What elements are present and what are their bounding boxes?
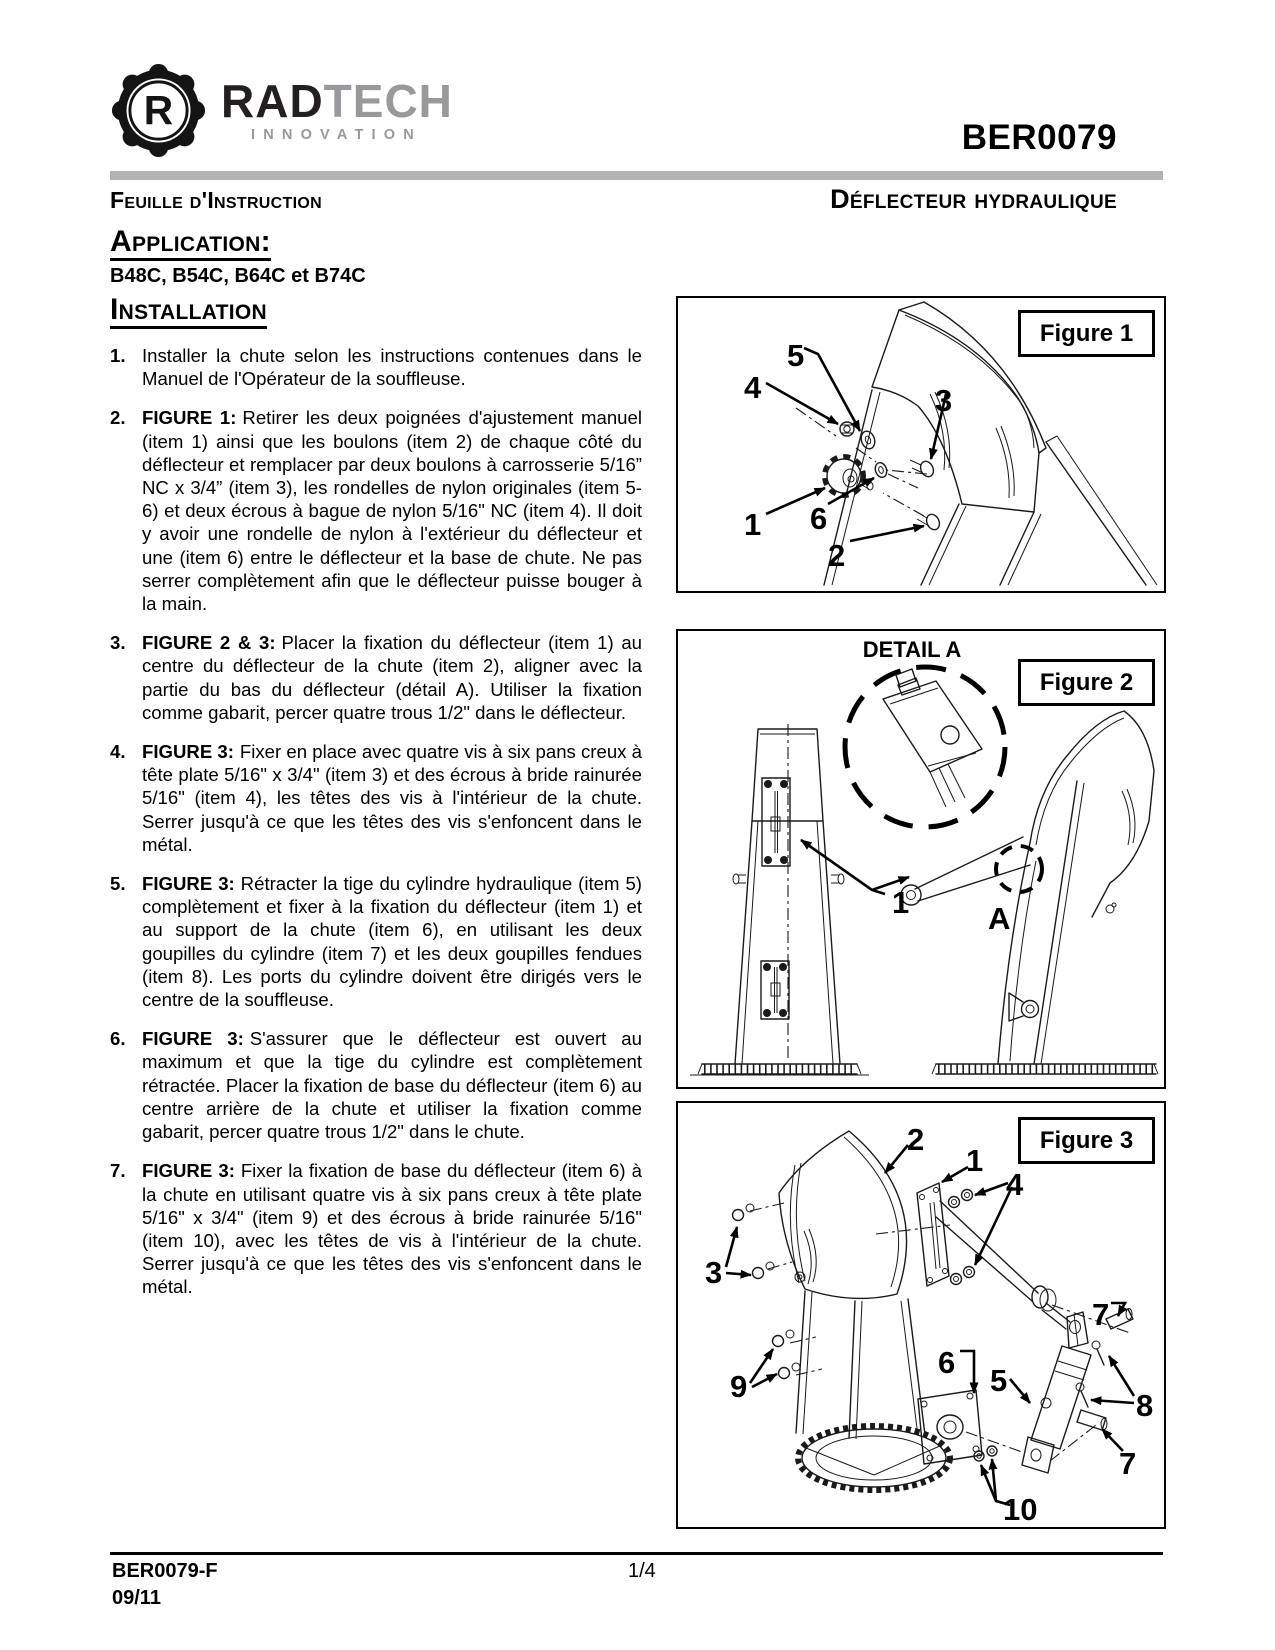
step-text <box>142 1027 642 1143</box>
step-body: Fixer la fixation de base du déflecteur (item 6) à la chute en utilisant quatre vis à six pans creux à tête plate 5/16" x 3/4" (item 9) et des écrous à bride rainurée 5/16" (item 10), avec les têtes de vis à l'intérieur de la chute. Serrer jusqu'à ce que les têtes des vis s'enfoncent dans le métal. <box>142 1160 642 1298</box>
deflector-assembly-exploded-view <box>733 1131 1137 1490</box>
callout-number: 10 <box>1003 1492 1038 1522</box>
figure-2-box <box>676 629 1166 1089</box>
product-title: Déflecteur hydraulique <box>830 184 1117 214</box>
step-text <box>142 406 642 615</box>
step-number: 1. <box>110 345 126 366</box>
logo-wordmark <box>221 75 453 143</box>
application-section <box>110 226 366 288</box>
step-number: 2. <box>110 407 126 429</box>
sheet-title: Feuille d'Instruction <box>110 187 322 213</box>
callout-number: 3 <box>705 1255 723 1290</box>
installation-steps <box>110 344 642 1315</box>
step-body: Rétracter la tige du cylindre hydraulique (item 5) complètement et fixer à la fixation du déflecteur (item 1) et au support de la chute (item 6), en utilisant les deux goupilles du cylindre (item 7) et les deux goupilles fendues (item 8). Les ports du cylindre doivent être dirigés vers le centre de la souffleuse. <box>142 873 642 1011</box>
callout-number: 1 <box>744 507 762 542</box>
step-text <box>142 344 642 390</box>
install-step-4 <box>110 740 642 856</box>
install-step-6 <box>110 1027 642 1143</box>
figure-1-box <box>676 296 1166 593</box>
install-step-1 <box>110 344 642 390</box>
step-number: 4. <box>110 741 126 763</box>
step-body: Fixer en place avec quatre vis à six pans creux à tête plate 5/16" x 3/4" (item 3) et des écrous à bride rainurée 5/16" (item 4), les têtes des vis à l'intérieur de la chute. Serrer jusqu'à ce que les têtes des vis s'enfoncent dans le métal. <box>142 741 642 855</box>
step-lead: FIGURE 3: <box>142 1028 244 1050</box>
callout-number: 2 <box>907 1122 925 1157</box>
step-number: 7. <box>110 1160 126 1182</box>
step-lead: FIGURE 1: <box>142 407 237 429</box>
chute-side-view <box>901 711 1158 1074</box>
step-text <box>142 631 642 724</box>
callout-number: 1 <box>966 1143 984 1178</box>
footer-page-number: 1/4 <box>628 1560 656 1582</box>
detail-a-content <box>883 669 982 807</box>
figure-3-leaders <box>726 1145 1137 1505</box>
install-step-2 <box>110 406 642 615</box>
step-body: Placer la fixation du déflecteur (item 1) au centre du déflecteur de la chute (item 2), aligner avec la partie du bas du déflecteur (détail A). Utiliser la fixation comme gabarit, percer quatre trous 1/2" dans le déflecteur. <box>142 632 642 723</box>
callout-number: 4 <box>1006 1167 1024 1202</box>
step-number: 5. <box>110 873 126 895</box>
chute-front-view <box>690 724 869 1075</box>
figure-3-box <box>676 1101 1166 1529</box>
subtitle-row <box>110 184 1117 215</box>
footer-revision-date: 09/11 <box>112 1587 161 1609</box>
footer-doc-code: BER0079-F <box>112 1560 218 1582</box>
install-step-3 <box>110 631 642 724</box>
step-number: 6. <box>110 1028 126 1050</box>
header-divider-bar <box>110 171 1163 180</box>
step-lead: FIGURE 2 & 3: <box>142 632 276 654</box>
callout-number: 2 <box>828 538 846 573</box>
callout-number: 4 <box>744 370 762 405</box>
step-body: Retirer les deux poignées d'ajustement manuel (item 1) ainsi que les boulons (item 2) de chaque côté du déflecteur et remplacer par deux boulons à carrosserie 5/16” NC x 3/4” (item 3), les rondelles de nylon originales (item 5-6) et deux écrous à bague de nylon 5/16" NC (item 4). Il doit y avoir une rondelle de nylon à l'extérieur du déflecteur et une (item 6) entre le déflecteur et la base de chute. Ne pas serrer complètement afin que le déflecteur puisse bouger à la main. <box>142 407 642 615</box>
brand-gray: TECH <box>323 75 453 127</box>
callout-number: 1 <box>892 885 910 920</box>
figure-3-callouts <box>705 1122 1153 1522</box>
application-models: B48C, B54C, B64C et B74C <box>110 265 366 288</box>
figure-3-drawing <box>678 1103 1159 1522</box>
radtech-badge-icon <box>110 62 207 159</box>
step-number: 3. <box>110 632 126 654</box>
figure-1-label: Figure 1 <box>1018 310 1155 357</box>
callout-number: 8 <box>1136 1388 1154 1423</box>
callout-number: 6 <box>938 1345 956 1380</box>
callout-number: 9 <box>730 1369 748 1404</box>
installation-heading: Installation <box>110 294 267 329</box>
step-body: Installer la chute selon les instructions contenues dans le Manuel de l'Opérateur de la souffleuse. <box>142 345 642 390</box>
figure-3-label: Figure 3 <box>1018 1117 1155 1164</box>
radtech-logo <box>110 62 453 159</box>
step-lead: FIGURE 3: <box>142 1160 235 1182</box>
callout-number: 5 <box>787 338 805 373</box>
application-heading: Application: <box>110 226 271 261</box>
detail-a-title: DETAIL A <box>862 637 962 662</box>
step-text <box>142 1159 642 1298</box>
badge-letter: R <box>143 87 174 134</box>
step-text <box>142 740 642 856</box>
callout-number: 3 <box>935 383 953 418</box>
figure-2-label: Figure 2 <box>1018 659 1155 706</box>
step-lead: FIGURE 3: <box>142 873 235 895</box>
callout-number: 7 <box>1092 1297 1110 1332</box>
detail-a-ref-label: A <box>988 901 1011 936</box>
callout-number: 7 <box>1119 1446 1137 1481</box>
figure-1-leaders <box>766 348 946 541</box>
step-lead: FIGURE 3: <box>142 741 234 763</box>
footer-divider <box>110 1552 1163 1555</box>
brand-subtitle: INNOVATION <box>251 127 422 143</box>
callout-number: 5 <box>990 1363 1008 1398</box>
callout-number: 6 <box>810 501 828 536</box>
document-number: BER0079 <box>961 118 1117 157</box>
installation-section-heading <box>110 294 267 329</box>
step-body: S'assurer que le déflecteur est ouvert au maximum et que la tige du cylindre est complètement rétractée. Placer la fixation de base du déflecteur (item 6) au centre arrière de la chute et utiliser la fixation comme gabarit, percer quatre trous 1/2" dans le chute. <box>142 1028 642 1143</box>
step-text <box>142 872 642 1011</box>
brand-dark: RAD <box>221 75 324 127</box>
install-step-7 <box>110 1159 642 1298</box>
install-step-5 <box>110 872 642 1011</box>
